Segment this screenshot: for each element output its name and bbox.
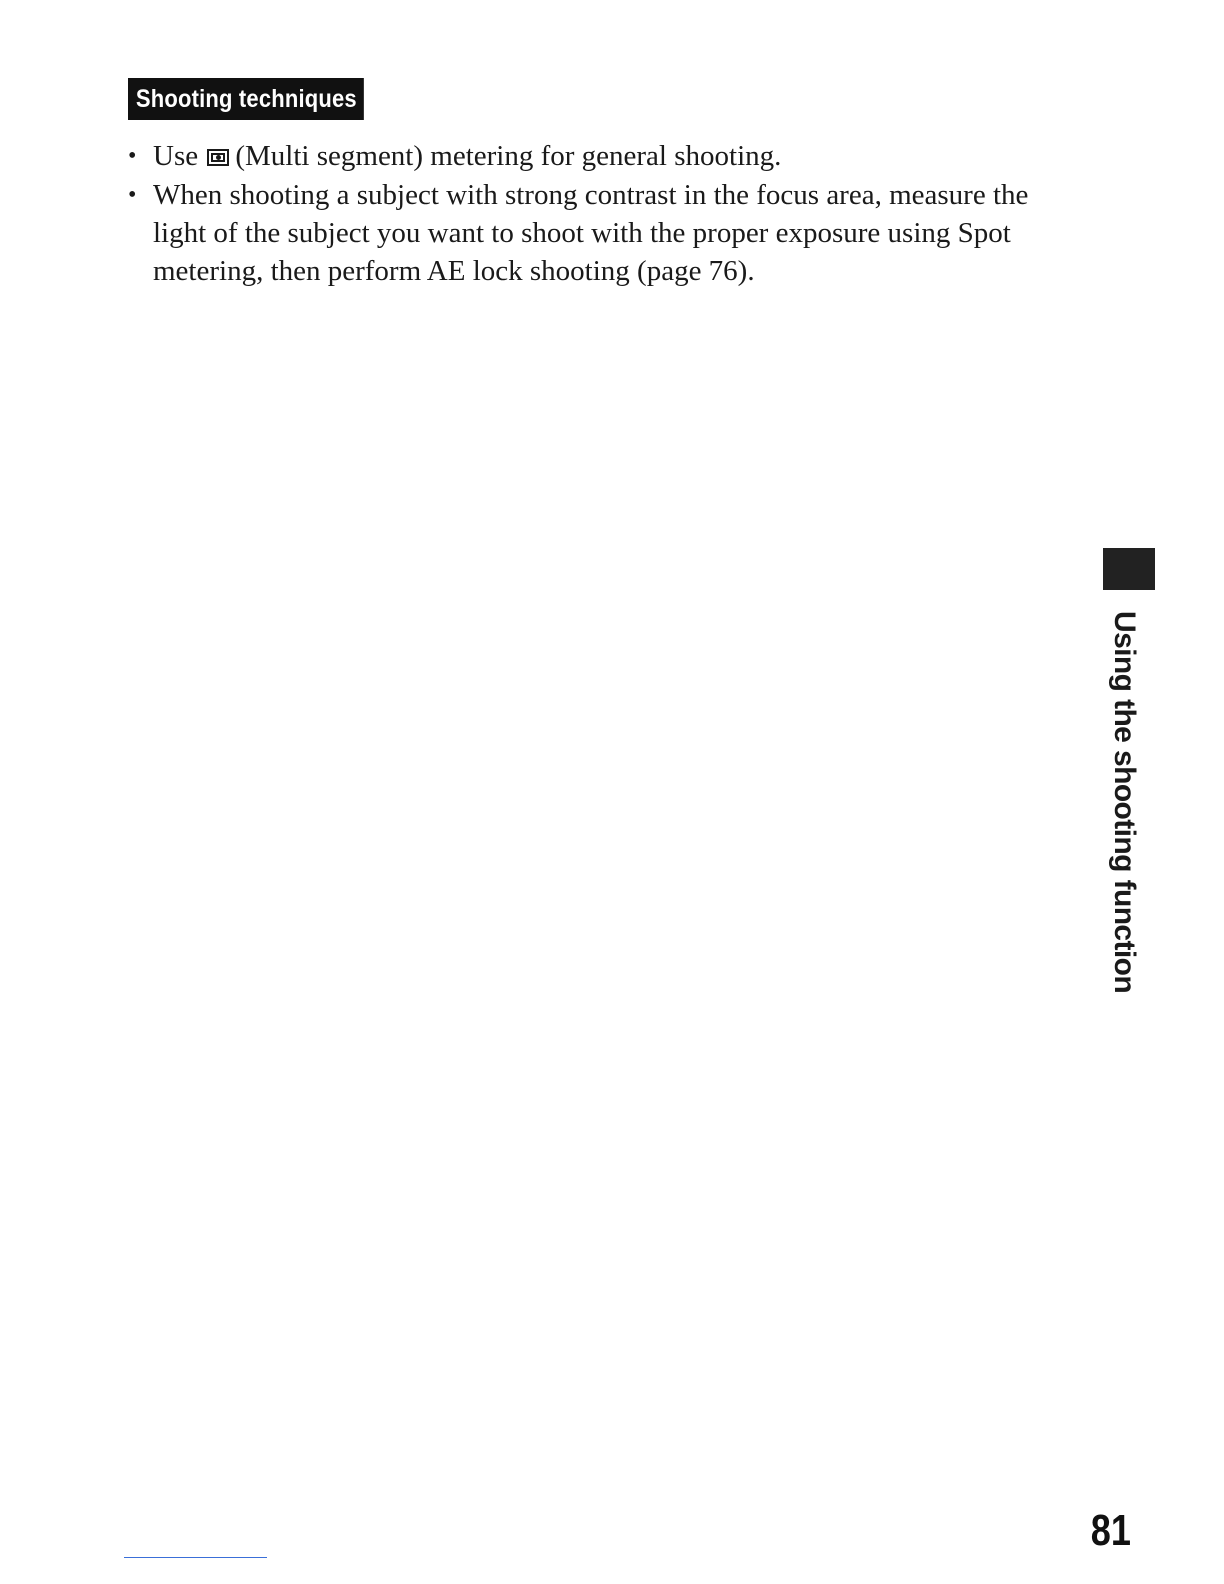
- bullet-marker: •: [128, 143, 137, 169]
- multi-segment-metering-icon: [207, 149, 229, 166]
- bullet-item-spot-metering: [128, 176, 1078, 290]
- bullet-item-multi-segment: [128, 137, 1078, 175]
- chapter-tab-marker: [1103, 548, 1155, 590]
- bullet-text-suffix: (Multi segment) metering for general shooting.: [235, 140, 782, 172]
- bullet-marker: •: [128, 182, 137, 208]
- section-heading: Shooting techniques: [128, 78, 364, 120]
- bullet-list: [128, 137, 1078, 291]
- bullet-text: When shooting a subject with strong contrast in the focus area, measure the light of the subject you want to shoot with the proper exposure using Spot metering, then perform AE lock shooting (page 76).: [153, 179, 1029, 287]
- bullet-text-prefix: Use: [153, 140, 206, 172]
- chapter-side-label: Using the shooting function: [1108, 611, 1141, 994]
- footer-rule: [124, 1557, 267, 1558]
- page-number: 81: [1090, 1506, 1131, 1555]
